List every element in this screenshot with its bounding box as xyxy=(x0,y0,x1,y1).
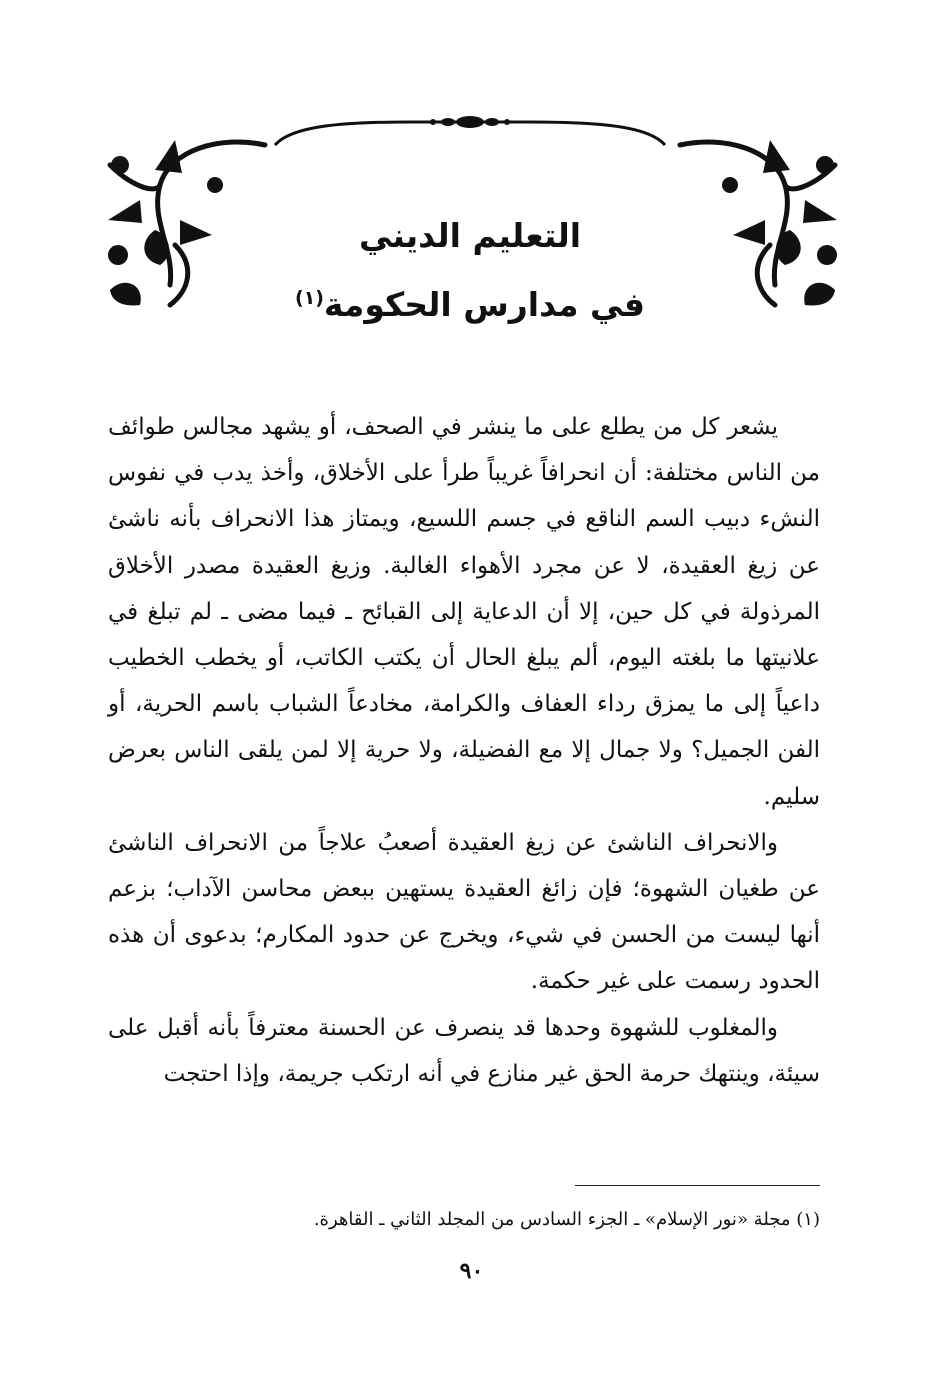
top-ornament-line-icon xyxy=(270,110,670,150)
footnote-divider xyxy=(575,1185,820,1186)
paragraph-2: والانحراف الناشئ عن زيغ العقيدة أصعبُ علاجاً من الانحراف الناشئ عن طغيان الشهوة؛ فإن زائغ العقيدة يستهين ببعض محاسن الآداب؛ بزعم أنها ليست من الحسن في شيء، ويخرج عن حدود المكارم؛ بدعوى أن هذه الحدود رسمت على غير حكمة. xyxy=(108,829,820,995)
chapter-title xyxy=(200,205,740,336)
paragraph-1: يشعر كل من يطلع على ما ينشر في الصحف، أو يشهد مجالس طوائف من الناس مختلفة: أن انحرافاً غريباً طرأ على الأخلاق، وأخذ يدب في نفوس النشء دبيب السم الناقع في جسم اللسيع، ويمتاز هذا الانحراف بأنه ناشئ عن زيغ العقيدة، لا عن مجرد الأهواء الغالبة. وزيغ العقيدة مصدر الأخلاق المرذولة في كل حين، إلا أن الدعاية إلى القبائح ـ فيما مضى ـ لم تبلغ في علانيتها ما بلغته اليوم، ألم يبلغ الحال أن يكتب الكاتب، أو يخطب الخطيب داعياً إلى ما يمزق رداء العفاف والكرامة، مخادعاً الشباب باسم الحرية، أو الفن الجميل؟ ولا جمال إلا مع الفضيلة، ولا حرية إلا لمن يلقى الناس بعرض سليم. xyxy=(108,414,820,810)
title-footnote-mark: (١) xyxy=(294,287,324,309)
title-line-2 xyxy=(200,267,740,336)
paragraph-3: والمغلوب للشهوة وحدها قد ينصرف عن الحسنة معترفاً بأنه أقبل على سيئة، وينتهك حرمة الحق غير منازع في أنه ارتكب جريمة، وإذا احتجت xyxy=(108,1014,820,1087)
page-number: ٩٠ xyxy=(459,1258,484,1284)
body-text xyxy=(108,404,820,1097)
title-line-2-text: في مدارس الحكومة xyxy=(323,285,646,324)
footnote: (١) مجلة «نور الإسلام» ـ الجزء السادس من المجلد الثاني ـ القاهرة. xyxy=(313,1209,820,1230)
title-line-1: التعليم الديني xyxy=(358,216,582,255)
